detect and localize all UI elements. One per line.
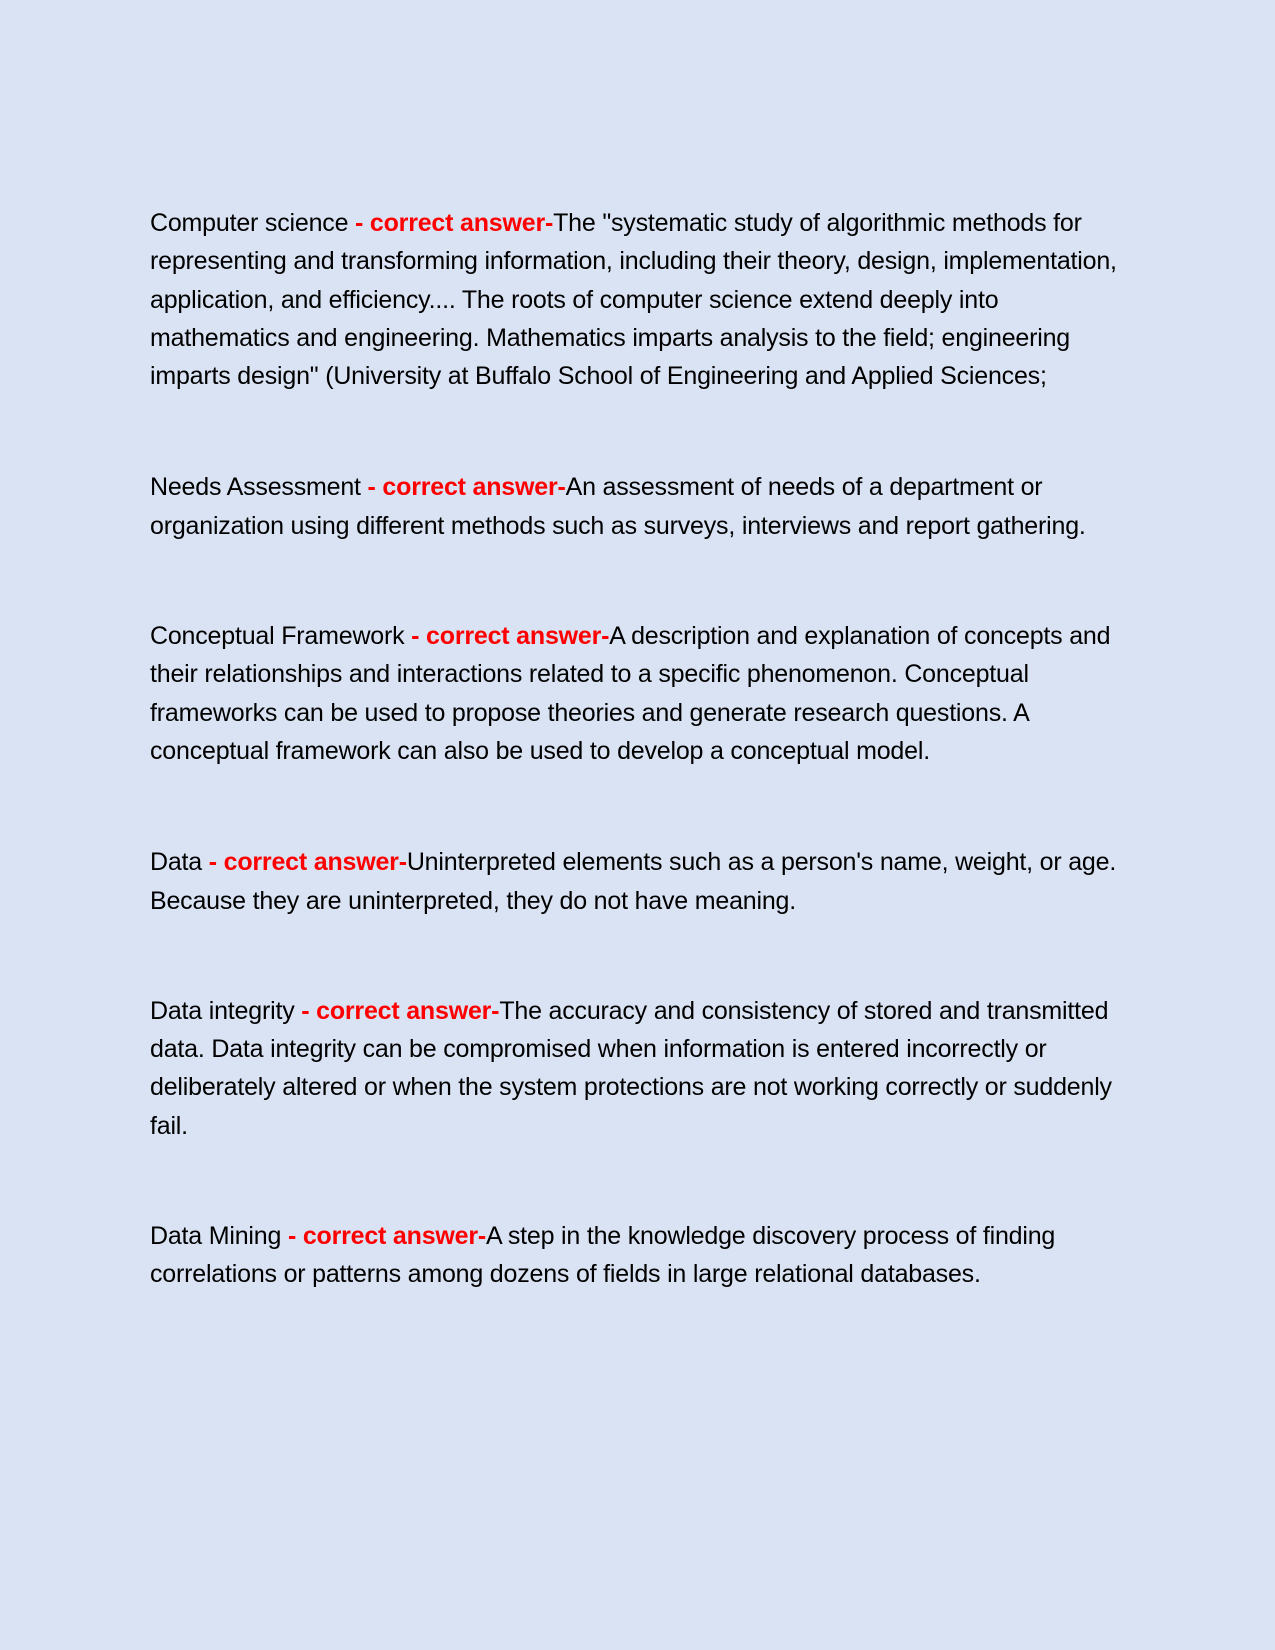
correct-answer-separator: - correct answer-	[360, 473, 566, 502]
glossary-entry-needs-assessment	[150, 468, 1130, 545]
correct-answer-separator: - correct answer-	[281, 1222, 487, 1251]
glossary-entry-conceptual-framework	[150, 617, 1130, 770]
document-page	[150, 204, 1130, 1294]
glossary-entry-data-integrity	[150, 992, 1130, 1145]
entry-term: Needs Assessment	[150, 473, 361, 502]
entry-term: Conceptual Framework	[150, 622, 405, 651]
correct-answer-separator: - correct answer-	[404, 622, 610, 651]
entry-definition: The "systematic study of algorithmic methods for representing and transforming information, including their theory, design, implementation, application, and efficiency.... The roots of computer science extend deeply into mathematics and engineering. Mathematics imparts analysis to the field; engineering imparts design" (University at Buffalo School of Engineering and Applied Sciences;	[150, 209, 1117, 391]
entry-term: Data integrity	[150, 996, 295, 1025]
entry-term: Data	[150, 848, 203, 877]
glossary-entry-data-mining	[150, 1217, 1130, 1294]
entry-definition: Uninterpreted elements such as a person's name, weight, or age. Because they are uninterpreted, they do not have meaning.	[150, 848, 1117, 915]
correct-answer-separator: - correct answer-	[202, 848, 407, 877]
entry-definition: An assessment of needs of a department or organization using different methods such as surveys, interviews and report gathering.	[150, 473, 1086, 540]
glossary-entry-data	[150, 843, 1130, 920]
entry-definition: A description and explanation of concepts and their relationships and interactions related to a specific phenomenon. Conceptual frameworks can be used to propose theories and generate research questions. A conceptual framework can also be used to develop a conceptual model.	[150, 622, 1111, 765]
entry-term: Data Mining	[150, 1222, 282, 1251]
correct-answer-separator: - correct answer-	[294, 996, 500, 1025]
entry-definition: The accuracy and consistency of stored and transmitted data. Data integrity can be compromised when information is entered incorrectly or deliberately altered or when the system protections are not working correctly or suddenly fail.	[150, 996, 1112, 1140]
entry-definition: A step in the knowledge discovery process of finding correlations or patterns among dozens of fields in large relational databases.	[150, 1222, 1056, 1289]
correct-answer-separator: - correct answer-	[348, 209, 554, 237]
entry-term: Computer science	[150, 209, 349, 237]
glossary-entry-computer-science	[150, 204, 1130, 395]
